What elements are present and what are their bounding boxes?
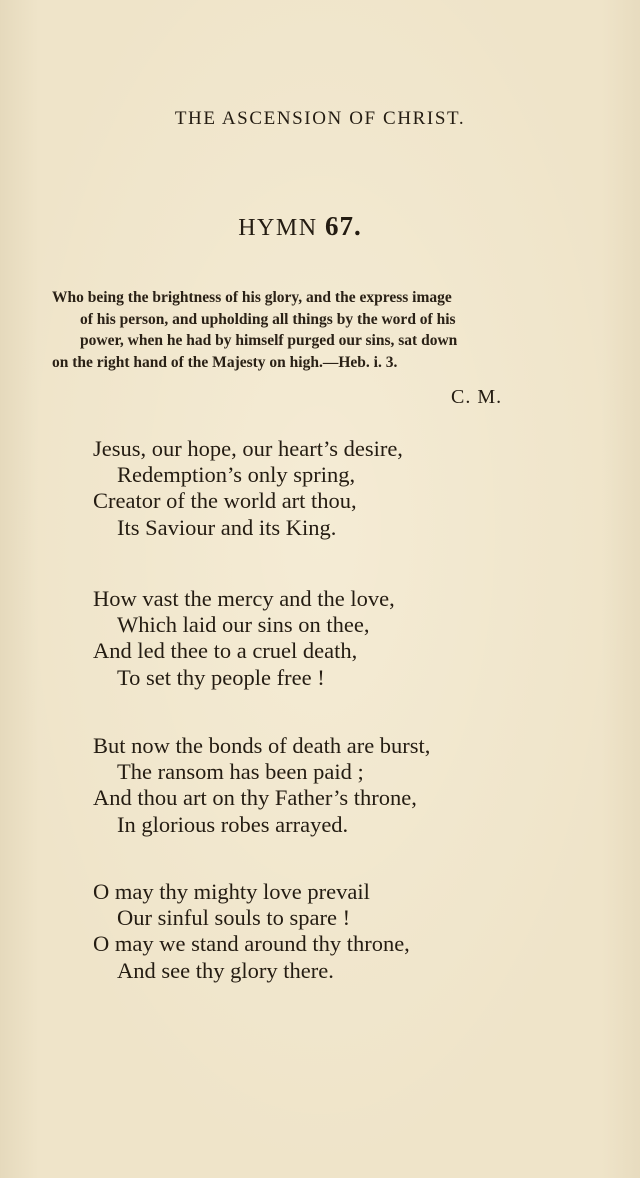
stanza-4 (93, 879, 553, 984)
epigraph-line: Who being the brightness of his glory, and the express image (52, 289, 452, 306)
verse-line: But now the bonds of death are burst, (93, 733, 431, 758)
stanza-3 (93, 733, 553, 838)
epigraph-line: of his person, and upholding all things by the word of his (80, 310, 456, 328)
verse-line: Our sinful souls to spare ! (117, 905, 351, 931)
verse-line: To set thy people free ! (117, 664, 325, 690)
meter-indicator: C. M. (451, 386, 503, 408)
epigraph-line: power, when he had by himself purged our sins, sat down (80, 332, 458, 349)
hymn-label: HYMN (238, 215, 318, 241)
scripture-epigraph (52, 287, 552, 373)
epigraph-line: on the right hand of the Majesty on high.—Heb. i. 3. (52, 353, 398, 371)
verse-line: Its Saviour and its King. (117, 514, 337, 540)
stanza-1 (93, 436, 553, 541)
verse-line: Jesus, our hope, our heart’s desire, (93, 436, 403, 461)
verse-line: Which laid our sins on thee, (117, 612, 370, 638)
verse-line: In glorious robes arrayed. (117, 811, 349, 837)
hymn-number: 67. (325, 211, 362, 241)
verse-line: How vast the mercy and the love, (93, 586, 395, 611)
verse-line: O may thy mighty love prevail (93, 879, 370, 904)
stanza-2 (93, 586, 553, 691)
hymn-title (0, 211, 600, 242)
verse-line: And thou art on thy Father’s throne, (93, 785, 417, 811)
verse-line: And see thy glory there. (117, 957, 334, 983)
running-head: THE ASCENSION OF CHRIST. (174, 108, 466, 129)
verse-line: Redemption’s only spring, (117, 462, 356, 488)
verse-line: The ransom has been paid ; (117, 759, 364, 785)
verse-line: And led thee to a cruel death, (93, 638, 358, 664)
verse-line: O may we stand around thy throne, (93, 931, 410, 957)
verse-line: Creator of the world art thou, (93, 488, 357, 514)
